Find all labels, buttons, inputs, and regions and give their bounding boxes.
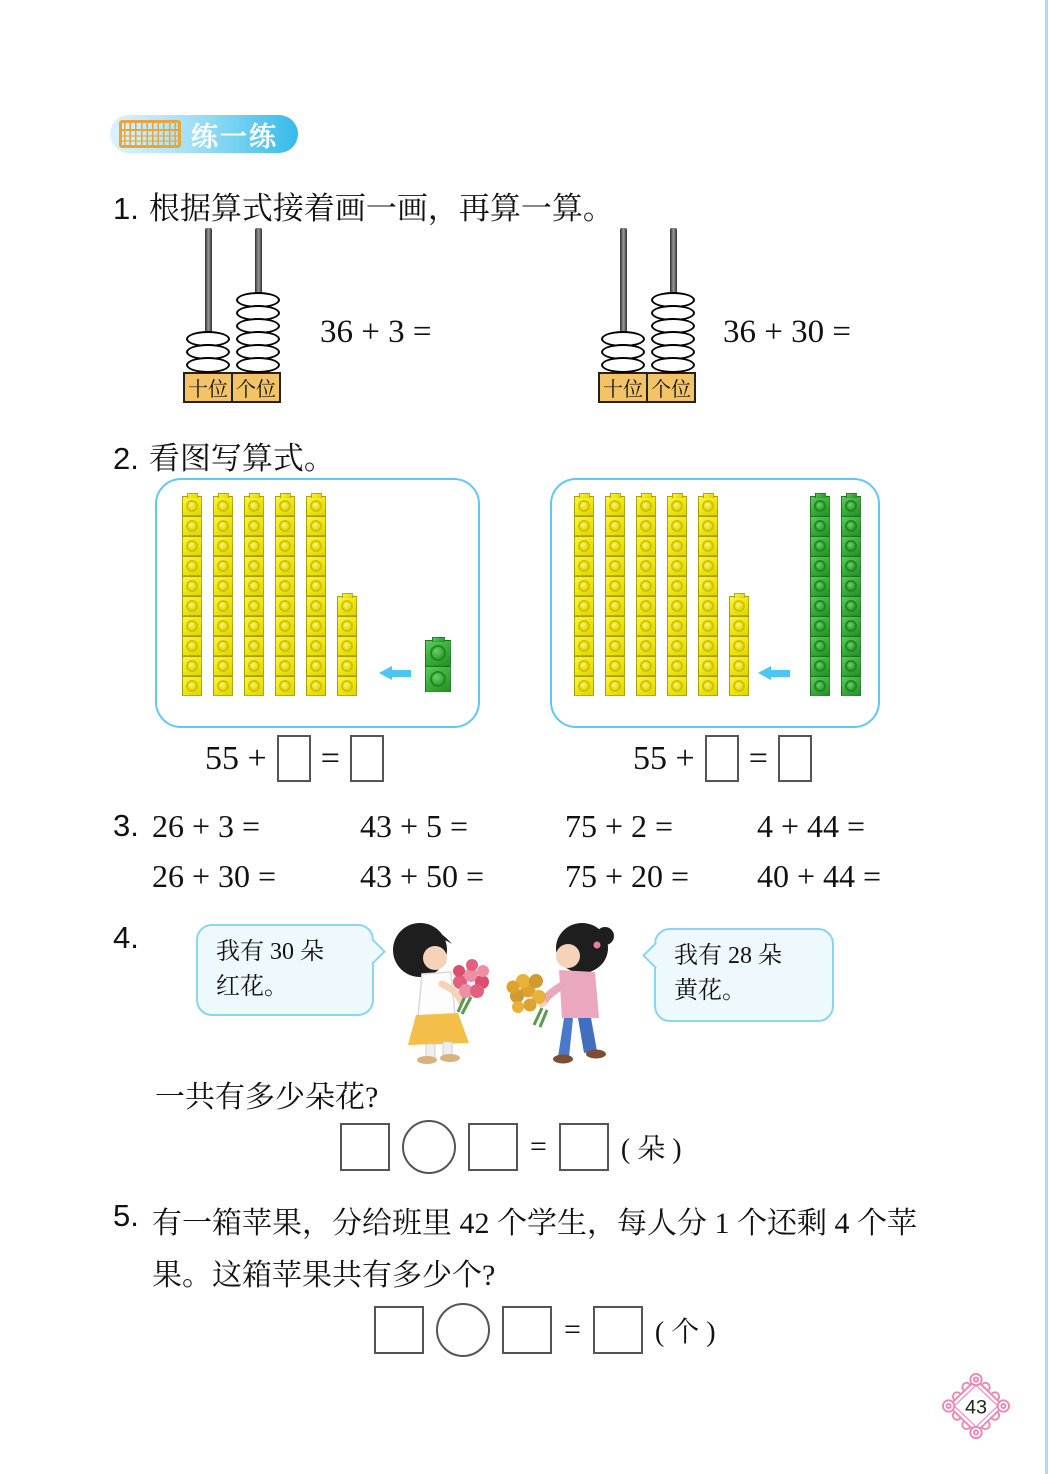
green-cube <box>841 516 861 536</box>
yellow-cube <box>605 576 625 596</box>
yellow-cube <box>275 616 295 636</box>
abacus-2-tens-rod <box>598 228 648 373</box>
yellow-cube <box>574 636 594 656</box>
yellow-cube <box>275 516 295 536</box>
panel-1-equation <box>205 735 384 782</box>
equation: 26 + 30 = <box>152 858 277 894</box>
exercise-5-text-line1: 有一箱苹果，分给班里 42 个学生，每人分 1 个还剩 4 个苹 <box>152 1207 917 1240</box>
yellow-cube <box>306 616 326 636</box>
yellow-cube <box>698 556 718 576</box>
yellow-cube <box>306 516 326 536</box>
yellow-cube <box>213 676 233 696</box>
yellow-cube <box>729 596 749 616</box>
abacus-1-base <box>183 372 283 403</box>
yellow-cube <box>182 636 202 656</box>
yellow-cube <box>182 656 202 676</box>
yellow-cube <box>213 596 233 616</box>
green-cube <box>810 556 830 576</box>
abacus-bead <box>186 357 230 373</box>
green-cube <box>810 656 830 676</box>
equals-sign: = <box>320 739 340 777</box>
girl-left <box>393 923 489 1064</box>
yellow-cube <box>337 676 357 696</box>
equation-lhs: 55 + <box>633 739 695 777</box>
yellow-cube <box>636 536 656 556</box>
yellow-cube <box>244 496 264 516</box>
yellow-cube <box>636 596 656 616</box>
exercise-1-heading <box>113 183 614 228</box>
yellow-cube <box>244 576 264 596</box>
green-cube <box>810 676 830 696</box>
bubble-text-line: 红花。 <box>216 974 288 1000</box>
abacus-2-ones-beads <box>648 295 698 373</box>
answer-box <box>705 735 739 782</box>
abacus-2-base <box>598 372 698 403</box>
green-cube-group <box>425 640 451 692</box>
practice-badge <box>110 115 298 153</box>
yellow-cube <box>698 616 718 636</box>
exercise-2-number: 2. <box>113 441 139 476</box>
equation: 75 + 2 = <box>565 808 674 844</box>
yellow-cube <box>698 536 718 556</box>
equation: 4 + 44 = <box>757 808 866 844</box>
answer-box <box>778 735 812 782</box>
yellow-cube <box>636 556 656 576</box>
tens-place-label: 十位 <box>183 372 233 403</box>
yellow-cube <box>574 676 594 696</box>
yellow-cube <box>306 576 326 596</box>
yellow-cube <box>574 496 594 516</box>
yellow-cube <box>636 636 656 656</box>
abacus-2-ones-rod <box>648 228 698 373</box>
cube-column <box>667 496 687 696</box>
cube-column <box>636 496 656 696</box>
yellow-cube <box>605 596 625 616</box>
answer-box <box>340 1123 390 1171</box>
tens-place-label: 十位 <box>598 372 648 403</box>
yellow-cube <box>213 536 233 556</box>
yellow-cube <box>275 496 295 516</box>
yellow-cube <box>244 676 264 696</box>
yellow-cube <box>213 576 233 596</box>
yellow-cube <box>306 556 326 576</box>
cube-column <box>337 596 357 696</box>
yellow-cube <box>605 536 625 556</box>
yellow-cube <box>636 676 656 696</box>
girl-right <box>507 923 615 1064</box>
yellow-cube <box>667 656 687 676</box>
green-cube <box>841 556 861 576</box>
green-cube <box>841 536 861 556</box>
green-cube <box>841 656 861 676</box>
exercise-1-prompt: 根据算式接着画一画，再算一算。 <box>148 191 614 226</box>
yellow-cube <box>636 576 656 596</box>
exercise-2-prompt: 看图写算式。 <box>148 441 335 476</box>
page-number: 43 <box>964 1396 988 1419</box>
answer-box <box>350 735 384 782</box>
yellow-cube <box>213 636 233 656</box>
green-cube-group <box>810 496 861 696</box>
bubble-text-line: 我有 28 朵 <box>674 943 782 969</box>
abacus-1 <box>183 228 283 403</box>
green-cube <box>810 496 830 516</box>
yellow-cube <box>182 616 202 636</box>
yellow-cube-group <box>574 496 749 696</box>
yellow-cube <box>306 656 326 676</box>
abacus-1-ones-beads <box>233 295 283 373</box>
cube-column <box>574 496 594 696</box>
abacus-1-rods <box>183 228 283 373</box>
green-cube <box>810 636 830 656</box>
cube-column <box>698 496 718 696</box>
yellow-cube <box>244 596 264 616</box>
yellow-cube <box>667 676 687 696</box>
cube-column <box>425 640 451 692</box>
equation: 40 + 44 = <box>757 858 882 894</box>
bubble-text-line: 黄花。 <box>674 978 746 1004</box>
yellow-cube <box>244 656 264 676</box>
yellow-cube <box>698 496 718 516</box>
yellow-cube <box>337 596 357 616</box>
cube-column <box>605 496 625 696</box>
yellow-cube <box>605 616 625 636</box>
green-cube <box>841 596 861 616</box>
yellow-cube <box>636 496 656 516</box>
unit-label: ( 朵 ) <box>620 1134 682 1165</box>
cube-column <box>182 496 202 696</box>
yellow-cube <box>182 576 202 596</box>
yellow-cube <box>729 676 749 696</box>
yellow-cube <box>244 536 264 556</box>
green-cube <box>425 640 451 666</box>
two-girls-illustration <box>372 912 644 1064</box>
unit-label: ( 个 ) <box>654 1317 716 1348</box>
yellow-cube <box>636 516 656 536</box>
answer-box <box>593 1306 643 1354</box>
equation: 26 + 3 = <box>152 808 261 844</box>
bubble-text-line: 我有 30 朵 <box>216 939 324 965</box>
yellow-cube <box>729 636 749 656</box>
yellow-cube <box>667 536 687 556</box>
abacus-2 <box>598 228 698 403</box>
yellow-cube <box>574 656 594 676</box>
yellow-cube <box>306 676 326 696</box>
yellow-cube <box>182 676 202 696</box>
left-arrow-icon <box>379 666 411 680</box>
cube-column <box>729 596 749 696</box>
cube-column <box>275 496 295 696</box>
green-cube <box>810 576 830 596</box>
green-cube <box>841 616 861 636</box>
yellow-cube <box>636 616 656 636</box>
green-cube <box>841 576 861 596</box>
equation: 43 + 50 = <box>360 858 485 894</box>
cube-panel-2 <box>550 478 880 728</box>
yellow-cube <box>667 516 687 536</box>
yellow-cube <box>182 516 202 536</box>
abacus-1-tens-rod <box>183 228 233 373</box>
equation-36-plus-3: 36 + 3 = <box>320 314 432 350</box>
yellow-cube <box>306 636 326 656</box>
yellow-cube <box>213 556 233 576</box>
answer-box <box>502 1306 552 1354</box>
speech-bubble-red-flowers <box>196 924 374 1016</box>
yellow-cube <box>306 536 326 556</box>
yellow-cube <box>306 596 326 616</box>
cube-column <box>213 496 233 696</box>
green-cube <box>810 616 830 636</box>
equation-36-plus-30: 36 + 30 = <box>723 314 851 350</box>
equation: 43 + 5 = <box>360 808 469 844</box>
yellow-cube <box>244 556 264 576</box>
green-cube <box>810 536 830 556</box>
yellow-cube <box>213 616 233 636</box>
abacus-1-ones-rod <box>233 228 283 373</box>
yellow-cube <box>698 676 718 696</box>
equals-sign: = <box>748 739 768 777</box>
ones-place-label: 个位 <box>231 372 281 403</box>
exercise-4-answer-row <box>340 1120 682 1174</box>
yellow-cube <box>605 516 625 536</box>
green-cube <box>810 596 830 616</box>
yellow-cube <box>244 516 264 536</box>
cube-column <box>244 496 264 696</box>
yellow-cube <box>337 616 357 636</box>
yellow-cube <box>244 616 264 636</box>
yellow-cube <box>306 496 326 516</box>
operator-circle <box>402 1120 456 1174</box>
abacus-icon <box>119 120 181 148</box>
yellow-cube <box>574 616 594 636</box>
yellow-cube <box>667 576 687 596</box>
yellow-cube <box>213 516 233 536</box>
operator-circle <box>436 1303 490 1357</box>
green-cube <box>841 636 861 656</box>
cube-column <box>306 496 326 696</box>
yellow-cube <box>667 556 687 576</box>
yellow-cube <box>275 576 295 596</box>
yellow-cube <box>213 656 233 676</box>
exercise-3-number: 3. <box>113 808 139 843</box>
yellow-cube <box>574 516 594 536</box>
yellow-cube <box>667 636 687 656</box>
yellow-cube <box>275 676 295 696</box>
yellow-cube <box>213 496 233 516</box>
exercise-1-number: 1. <box>113 191 139 226</box>
yellow-cube-group <box>182 496 357 696</box>
yellow-cube <box>337 656 357 676</box>
yellow-cube <box>667 616 687 636</box>
yellow-cube <box>275 636 295 656</box>
exercise-5-text-line2: 果。这箱苹果共有多少个? <box>152 1259 496 1292</box>
yellow-cube <box>605 496 625 516</box>
yellow-cube <box>605 636 625 656</box>
panel-2-equation <box>633 735 812 782</box>
exercise-4-number: 4. <box>113 920 139 955</box>
yellow-cube <box>605 656 625 676</box>
exercise-4-question: 一共有多少朵花? <box>155 1081 379 1114</box>
green-cube <box>841 496 861 516</box>
yellow-cube <box>698 636 718 656</box>
abacus-bead <box>236 357 280 373</box>
abacus-2-rods <box>598 228 698 373</box>
yellow-cube <box>729 656 749 676</box>
yellow-cube <box>605 676 625 696</box>
yellow-cube <box>182 556 202 576</box>
yellow-cube <box>574 556 594 576</box>
answer-box <box>374 1306 424 1354</box>
yellow-cube <box>698 516 718 536</box>
answer-box <box>277 735 311 782</box>
equals-sign: = <box>530 1130 547 1163</box>
speech-bubble-yellow-flowers <box>654 928 834 1022</box>
yellow-cube <box>182 536 202 556</box>
abacus-bead <box>651 357 695 373</box>
abacus-2-tens-beads <box>598 334 648 373</box>
abacus-1-tens-beads <box>183 334 233 373</box>
yellow-cube <box>275 536 295 556</box>
yellow-cube <box>275 556 295 576</box>
yellow-cube <box>182 496 202 516</box>
page-number-ornament <box>942 1372 1010 1440</box>
yellow-cube <box>698 656 718 676</box>
yellow-cube <box>729 616 749 636</box>
exercise-5-number: 5. <box>113 1198 139 1233</box>
yellow-cube <box>182 596 202 616</box>
equation-lhs: 55 + <box>205 739 267 777</box>
equation: 75 + 20 = <box>565 858 690 894</box>
exercise-5-answer-row <box>374 1303 716 1357</box>
equals-sign: = <box>564 1313 581 1346</box>
left-arrow-icon <box>758 666 790 680</box>
cube-column <box>810 496 830 696</box>
yellow-cube <box>275 656 295 676</box>
yellow-cube <box>244 636 264 656</box>
yellow-cube <box>605 556 625 576</box>
answer-box <box>559 1123 609 1171</box>
yellow-cube <box>667 596 687 616</box>
yellow-cube <box>667 496 687 516</box>
cube-column <box>841 496 861 696</box>
answer-box <box>468 1123 518 1171</box>
green-cube <box>425 666 451 692</box>
yellow-cube <box>574 576 594 596</box>
yellow-cube <box>698 596 718 616</box>
yellow-cube <box>337 636 357 656</box>
green-cube <box>810 516 830 536</box>
cube-panel-1 <box>155 478 480 728</box>
yellow-cube <box>275 596 295 616</box>
yellow-cube <box>636 656 656 676</box>
practice-badge-label: 练一练 <box>191 121 278 152</box>
yellow-cube <box>574 596 594 616</box>
green-cube <box>841 676 861 696</box>
ones-place-label: 个位 <box>646 372 696 403</box>
abacus-bead <box>601 357 645 373</box>
yellow-cube <box>574 536 594 556</box>
yellow-cube <box>698 576 718 596</box>
exercise-2-heading <box>113 433 335 478</box>
